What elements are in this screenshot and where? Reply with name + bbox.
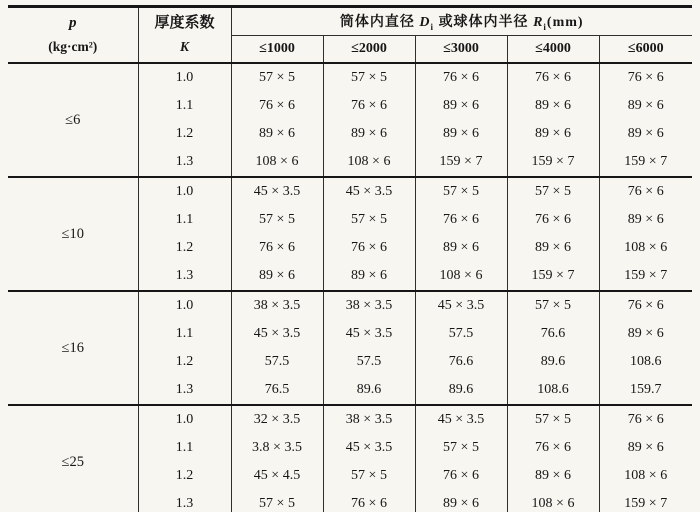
- pressure-group-label: ≤25: [8, 405, 138, 512]
- r-subscript: i: [543, 21, 547, 32]
- pipe-size-cell: 76 × 6: [415, 63, 507, 92]
- pipe-size-cell: 76.6: [415, 348, 507, 376]
- pipe-size-cell: 89 × 6: [507, 120, 599, 148]
- pipe-size-cell: 76.6: [507, 320, 599, 348]
- pipe-size-cell: 89 × 6: [415, 120, 507, 148]
- table-row: [8, 63, 692, 92]
- thickness-coefficient-header: [138, 7, 231, 64]
- pipe-size-cell: 57.5: [415, 320, 507, 348]
- k-symbol: K: [179, 39, 189, 55]
- thickness-coefficient-label: 厚度系数: [154, 15, 215, 32]
- pipe-size-cell: 57 × 5: [507, 291, 599, 320]
- pipe-size-cell: 159 × 7: [507, 148, 599, 177]
- size-limit-header: ≤4000: [507, 36, 599, 64]
- pipe-size-cell: 159 × 7: [415, 148, 507, 177]
- pipe-size-cell: 108 × 6: [624, 468, 668, 483]
- pipe-size-cell: 108 × 6: [507, 490, 599, 512]
- pipe-size-cell: 159.7: [630, 382, 662, 397]
- header-row-1: [8, 7, 692, 36]
- pipe-size-cell: 57.5: [231, 348, 323, 376]
- pipe-size-cell: 57 × 5: [415, 177, 507, 206]
- k-value-cell: 1.1: [138, 434, 231, 462]
- pipe-size-cell: 57 × 5: [323, 63, 415, 92]
- pipe-size-cell: 45 × 3.5: [323, 434, 415, 462]
- pipe-size-cell: 57 × 5: [507, 405, 599, 434]
- size-limit-header: ≤3000: [415, 36, 507, 64]
- k-value-cell: 1.0: [138, 63, 231, 92]
- pipe-size-cell: 57 × 5: [231, 206, 323, 234]
- pipe-size-cell: 76 × 6: [231, 234, 323, 262]
- pipe-size-cell: 89 × 6: [323, 120, 415, 148]
- pressure-group-label: ≤6: [8, 63, 138, 177]
- k-value-cell: 1.2: [138, 234, 231, 262]
- pressure-unit: (kg·cm²): [48, 39, 98, 55]
- pipe-size-table: [8, 5, 692, 512]
- pipe-size-cell: 108.6: [507, 376, 599, 405]
- pipe-size-cell: 57 × 5: [415, 434, 507, 462]
- pressure-symbol: p: [69, 15, 77, 32]
- span-header-mid: 或球体内半径: [434, 15, 534, 31]
- pipe-size-cell: 159 × 7: [507, 262, 599, 291]
- pipe-size-cell: 45 × 3.5: [323, 177, 415, 206]
- k-value-cell: 1.3: [138, 148, 231, 177]
- pipe-size-cell: 57.5: [323, 348, 415, 376]
- k-value-cell: 1.3: [138, 262, 231, 291]
- span-header-suffix: (mm): [546, 15, 584, 31]
- table-row: [8, 405, 692, 434]
- pipe-size-cell: 45 × 3.5: [323, 320, 415, 348]
- k-value-cell: 1.0: [138, 177, 231, 206]
- pipe-size-cell: 76 × 6: [323, 490, 415, 512]
- pipe-size-cell: 76 × 6: [507, 434, 599, 462]
- pipe-size-cell: 38 × 3.5: [323, 405, 415, 434]
- pipe-size-cell: 45 × 3.5: [231, 177, 323, 206]
- size-limit-header: ≤1000: [231, 36, 323, 64]
- pipe-size-cell: 32 × 3.5: [231, 405, 323, 434]
- pipe-size-cell: 3.8 × 3.5: [231, 434, 323, 462]
- pipe-size-cell: 89.6: [323, 376, 415, 405]
- pipe-size-cell: 108.6: [630, 354, 662, 369]
- pipe-size-cell: 45 × 3.5: [415, 405, 507, 434]
- pipe-size-cell: 38 × 3.5: [323, 291, 415, 320]
- pipe-size-cell: 45 × 3.5: [231, 320, 323, 348]
- pipe-size-cell: 89 × 6: [627, 326, 664, 341]
- pipe-size-cell: 108 × 6: [415, 262, 507, 291]
- pipe-size-cell: 76 × 6: [599, 405, 692, 434]
- pipe-size-cell: 76 × 6: [415, 462, 507, 490]
- pipe-size-cell: 57 × 5: [323, 206, 415, 234]
- pipe-size-cell: 89 × 6: [323, 262, 415, 291]
- table-row: [8, 177, 692, 206]
- pipe-size-cell: 76 × 6: [415, 206, 507, 234]
- pipe-size-cell: 76 × 6: [323, 92, 415, 120]
- pipe-size-cell: 76 × 6: [507, 206, 599, 234]
- pipe-size-cell: 89 × 6: [627, 98, 664, 113]
- pipe-size-cell: 89 × 6: [507, 92, 599, 120]
- k-value-cell: 1.2: [138, 120, 231, 148]
- pipe-size-cell: 108 × 6: [231, 148, 323, 177]
- pipe-size-cell: 57 × 5: [507, 177, 599, 206]
- pipe-size-cell: 89 × 6: [415, 92, 507, 120]
- pipe-size-cell: 89 × 6: [231, 262, 323, 291]
- k-value-cell: 1.3: [138, 376, 231, 405]
- pipe-size-cell: 76 × 6: [599, 177, 692, 206]
- pipe-size-cell: 76 × 6: [323, 234, 415, 262]
- pipe-size-cell: 89.6: [415, 376, 507, 405]
- table-row: [8, 291, 692, 320]
- pipe-size-cell: 89 × 6: [507, 462, 599, 490]
- pipe-size-cell: 76.5: [231, 376, 323, 405]
- pipe-size-cell: 57 × 5: [323, 462, 415, 490]
- k-value-cell: 1.1: [138, 206, 231, 234]
- pipe-size-cell: 159 × 7: [624, 268, 668, 283]
- pipe-size-cell: 89 × 6: [627, 440, 664, 455]
- pressure-group-label: ≤16: [8, 291, 138, 405]
- pipe-size-cell: 45 × 3.5: [415, 291, 507, 320]
- k-value-cell: 1.0: [138, 291, 231, 320]
- pressure-group-label: ≤10: [8, 177, 138, 291]
- r-symbol: R: [533, 15, 544, 31]
- k-value-cell: 1.1: [138, 92, 231, 120]
- pipe-size-cell: 89 × 6: [231, 120, 323, 148]
- pipe-size-cell: 57 × 5: [231, 490, 323, 512]
- pipe-size-cell: 45 × 4.5: [231, 462, 323, 490]
- pipe-size-cell: 89 × 6: [415, 490, 507, 512]
- k-value-cell: 1.1: [138, 320, 231, 348]
- k-value-cell: 1.2: [138, 348, 231, 376]
- k-value-cell: 1.0: [138, 405, 231, 434]
- k-value-cell: 1.3: [138, 490, 231, 512]
- pipe-size-cell: 89 × 6: [627, 212, 664, 227]
- pipe-size-cell: 76 × 6: [507, 63, 599, 92]
- span-header-prefix: 筒体内直径: [339, 15, 420, 31]
- diameter-radius-span-header: [231, 7, 692, 36]
- pipe-size-cell: 159 × 7: [624, 496, 668, 511]
- size-limit-header: ≤6000: [599, 36, 692, 64]
- pipe-size-cell: 76 × 6: [599, 63, 692, 92]
- pipe-size-cell: 89 × 6: [627, 126, 664, 141]
- d-symbol: D: [419, 15, 431, 31]
- pipe-size-cell: 89 × 6: [507, 234, 599, 262]
- pipe-size-cell: 57 × 5: [231, 63, 323, 92]
- k-value-cell: 1.2: [138, 462, 231, 490]
- pipe-size-cell: 89 × 6: [415, 234, 507, 262]
- pipe-size-cell: 76 × 6: [599, 291, 692, 320]
- pipe-size-cell: 159 × 7: [624, 154, 668, 169]
- size-limit-header: ≤2000: [323, 36, 415, 64]
- pipe-size-cell: 108 × 6: [323, 148, 415, 177]
- pressure-column-header: [8, 7, 138, 64]
- pipe-size-cell: 76 × 6: [231, 92, 323, 120]
- pipe-size-cell: 89.6: [507, 348, 599, 376]
- pipe-size-cell: 108 × 6: [624, 240, 668, 255]
- pipe-size-cell: 38 × 3.5: [231, 291, 323, 320]
- d-subscript: i: [430, 21, 435, 32]
